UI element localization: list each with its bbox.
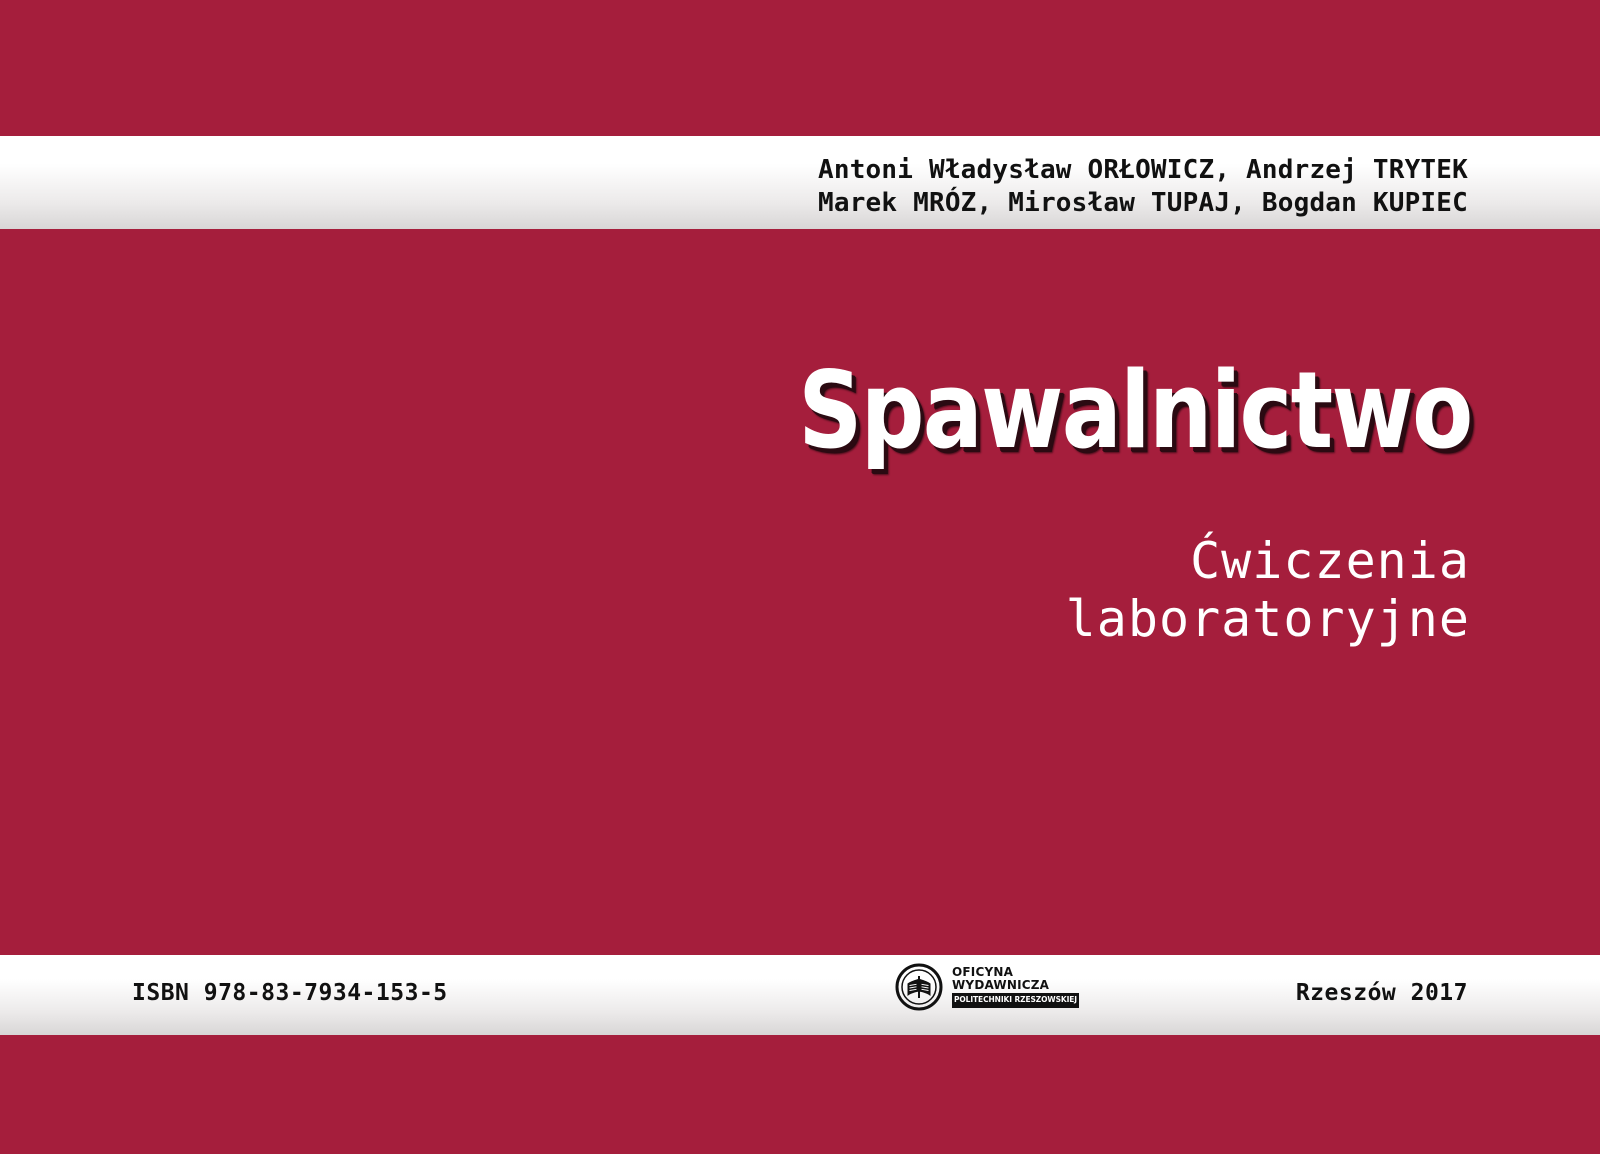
publisher-line-3: POLITECHNIKI RZESZOWSKIEJ	[952, 993, 1079, 1008]
book-subtitle	[0, 532, 1600, 648]
subtitle-line-1: Ćwiczenia	[1190, 532, 1470, 590]
place-and-year: Rzeszów 2017	[1295, 980, 1468, 1006]
book-title: Spawalnictwo	[798, 349, 1472, 472]
authors-line-2: Marek MRÓZ, Mirosław TUPAJ, Bogdan KUPIEC	[818, 188, 1468, 218]
publisher-line-2: WYDAWNICZA	[952, 977, 1050, 992]
publisher-name	[952, 966, 1079, 1008]
isbn-text: ISBN 978-83-7934-153-5	[132, 980, 448, 1006]
subtitle-line-2: laboratoryjne	[1065, 590, 1470, 648]
authors-block	[0, 154, 1600, 220]
authors-line-1: Antoni Władysław ORŁOWICZ, Andrzej TRYTEK	[818, 155, 1468, 185]
book-emblem-icon	[895, 963, 943, 1011]
publisher-line-1: OFICYNA	[952, 965, 1014, 980]
publisher-logo	[895, 963, 1079, 1011]
title-container	[0, 349, 1600, 472]
